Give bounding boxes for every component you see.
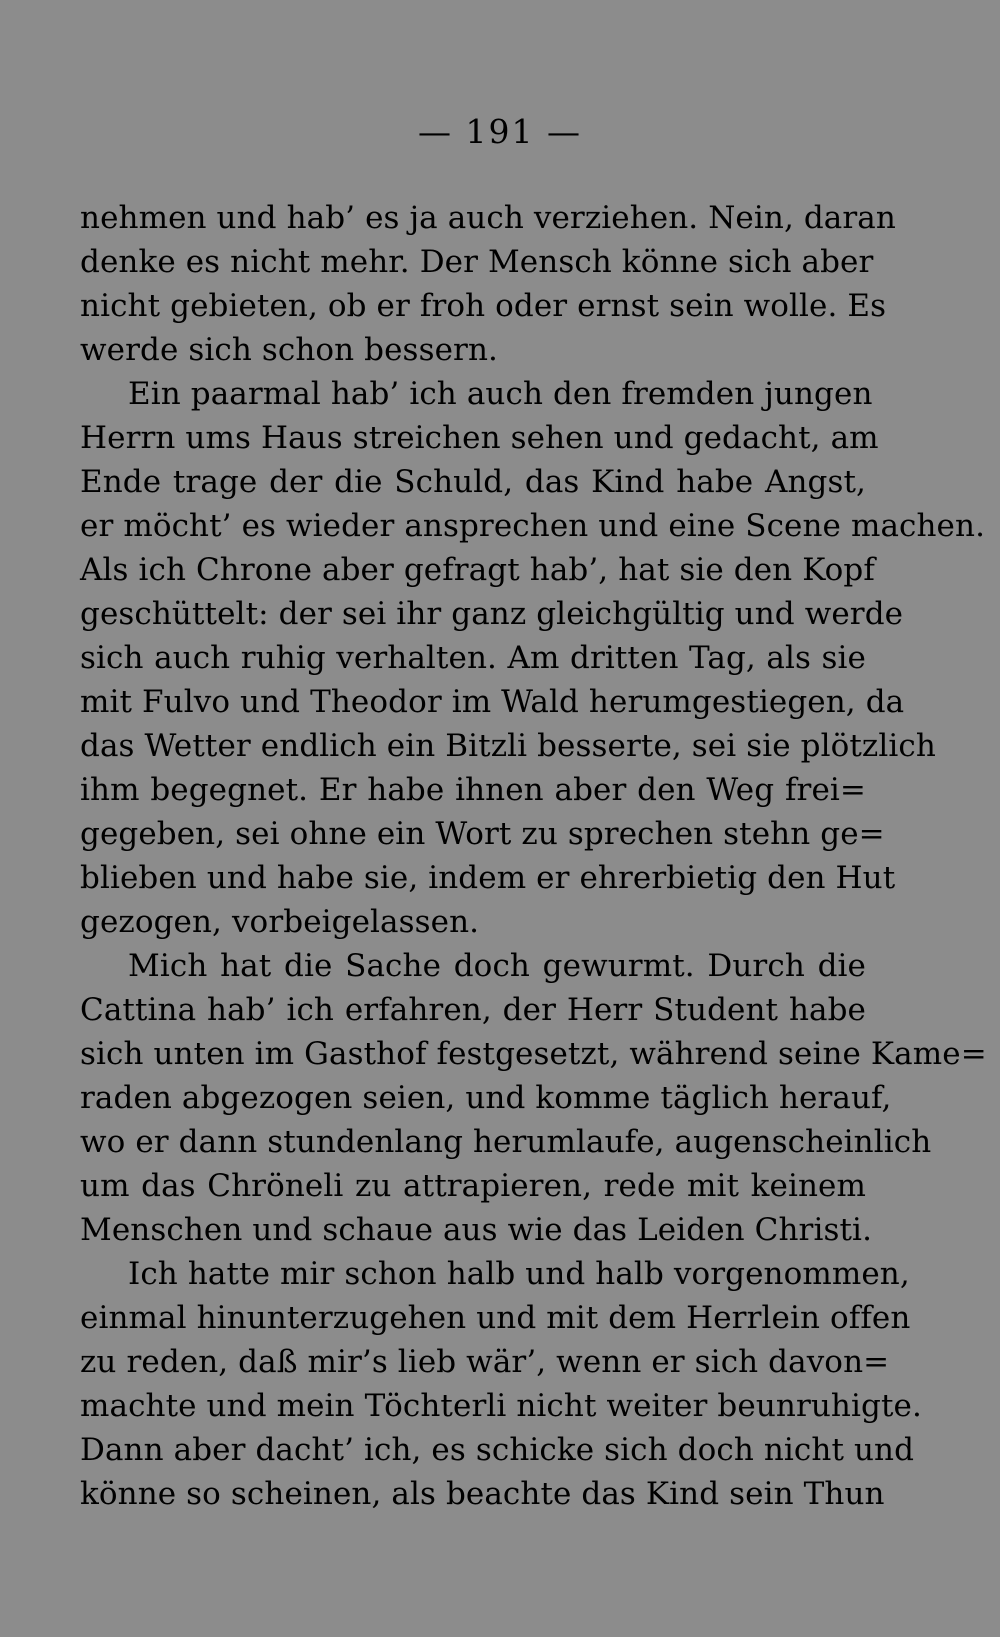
text-line: wo er dann stundenlang herumlaufe, augenscheinlich (80, 1124, 932, 1160)
text-line: sich unten im Gasthof festgesetzt, während seine Kame= (80, 1036, 987, 1072)
text-line: Cattina hab’ ich erfahren, der Herr Student habe (80, 992, 866, 1028)
text-line: Menschen und schaue aus wie das Leiden Christi. (80, 1212, 873, 1248)
text-line: blieben und habe sie, indem er ehrerbietig den Hut (80, 860, 896, 896)
text-line: nicht gebieten, ob er froh oder ernst sein wolle. Es (80, 288, 887, 324)
text-line: Ein paarmal hab’ ich auch den fremden jungen (128, 376, 873, 412)
text-line: nehmen und hab’ es ja auch verziehen. Nein, daran (80, 200, 896, 236)
text-line: denke es nicht mehr. Der Mensch könne sich aber (80, 244, 874, 280)
text-line: um das Chröneli zu attrapieren, rede mit keinem (80, 1168, 866, 1204)
text-line: gegeben, sei ohne ein Wort zu sprechen stehn ge= (80, 816, 885, 852)
text-line: Herrn ums Haus streichen sehen und gedacht, am (80, 420, 879, 456)
page-number: — 191 — (418, 112, 582, 151)
text-line: Mich hat die Sache doch gewurmt. Durch die (128, 948, 866, 984)
text-line: Dann aber dacht’ ich, es schicke sich doch nicht und (80, 1432, 915, 1468)
body-text (80, 196, 987, 1516)
text-line: gezogen, vorbeigelassen. (80, 904, 480, 940)
text-line: werde sich schon bessern. (80, 332, 498, 368)
text-line: ihm begegnet. Er habe ihnen aber den Weg frei= (80, 772, 866, 808)
text-line: sich auch ruhig verhalten. Am dritten Tag, als sie (80, 640, 866, 676)
text-line: Ich hatte mir schon halb und halb vorgenommen, (128, 1256, 910, 1292)
text-line: das Wetter endlich ein Bitzli besserte, sei sie plötzlich (80, 728, 936, 764)
text-line: Als ich Chrone aber gefragt hab’, hat sie den Kopf (80, 552, 875, 588)
text-line: er möcht’ es wieder ansprechen und eine Scene machen. (80, 508, 986, 544)
text-line: mit Fulvo und Theodor im Wald herumgestiegen, da (80, 684, 905, 720)
text-line: machte und mein Töchterli nicht weiter beunruhigte. (80, 1388, 922, 1424)
text-line: könne so scheinen, als beachte das Kind sein Thun (80, 1476, 885, 1512)
text-line: Ende trage der die Schuld, das Kind habe Angst, (80, 464, 866, 500)
text-line: geschüttelt: der sei ihr ganz gleichgültig und werde (80, 596, 904, 632)
text-line: einmal hinunterzugehen und mit dem Herrlein offen (80, 1300, 911, 1336)
text-line: zu reden, daß mir’s lieb wär’, wenn er sich davon= (80, 1344, 890, 1380)
text-line: raden abgezogen seien, und komme täglich herauf, (80, 1080, 892, 1116)
